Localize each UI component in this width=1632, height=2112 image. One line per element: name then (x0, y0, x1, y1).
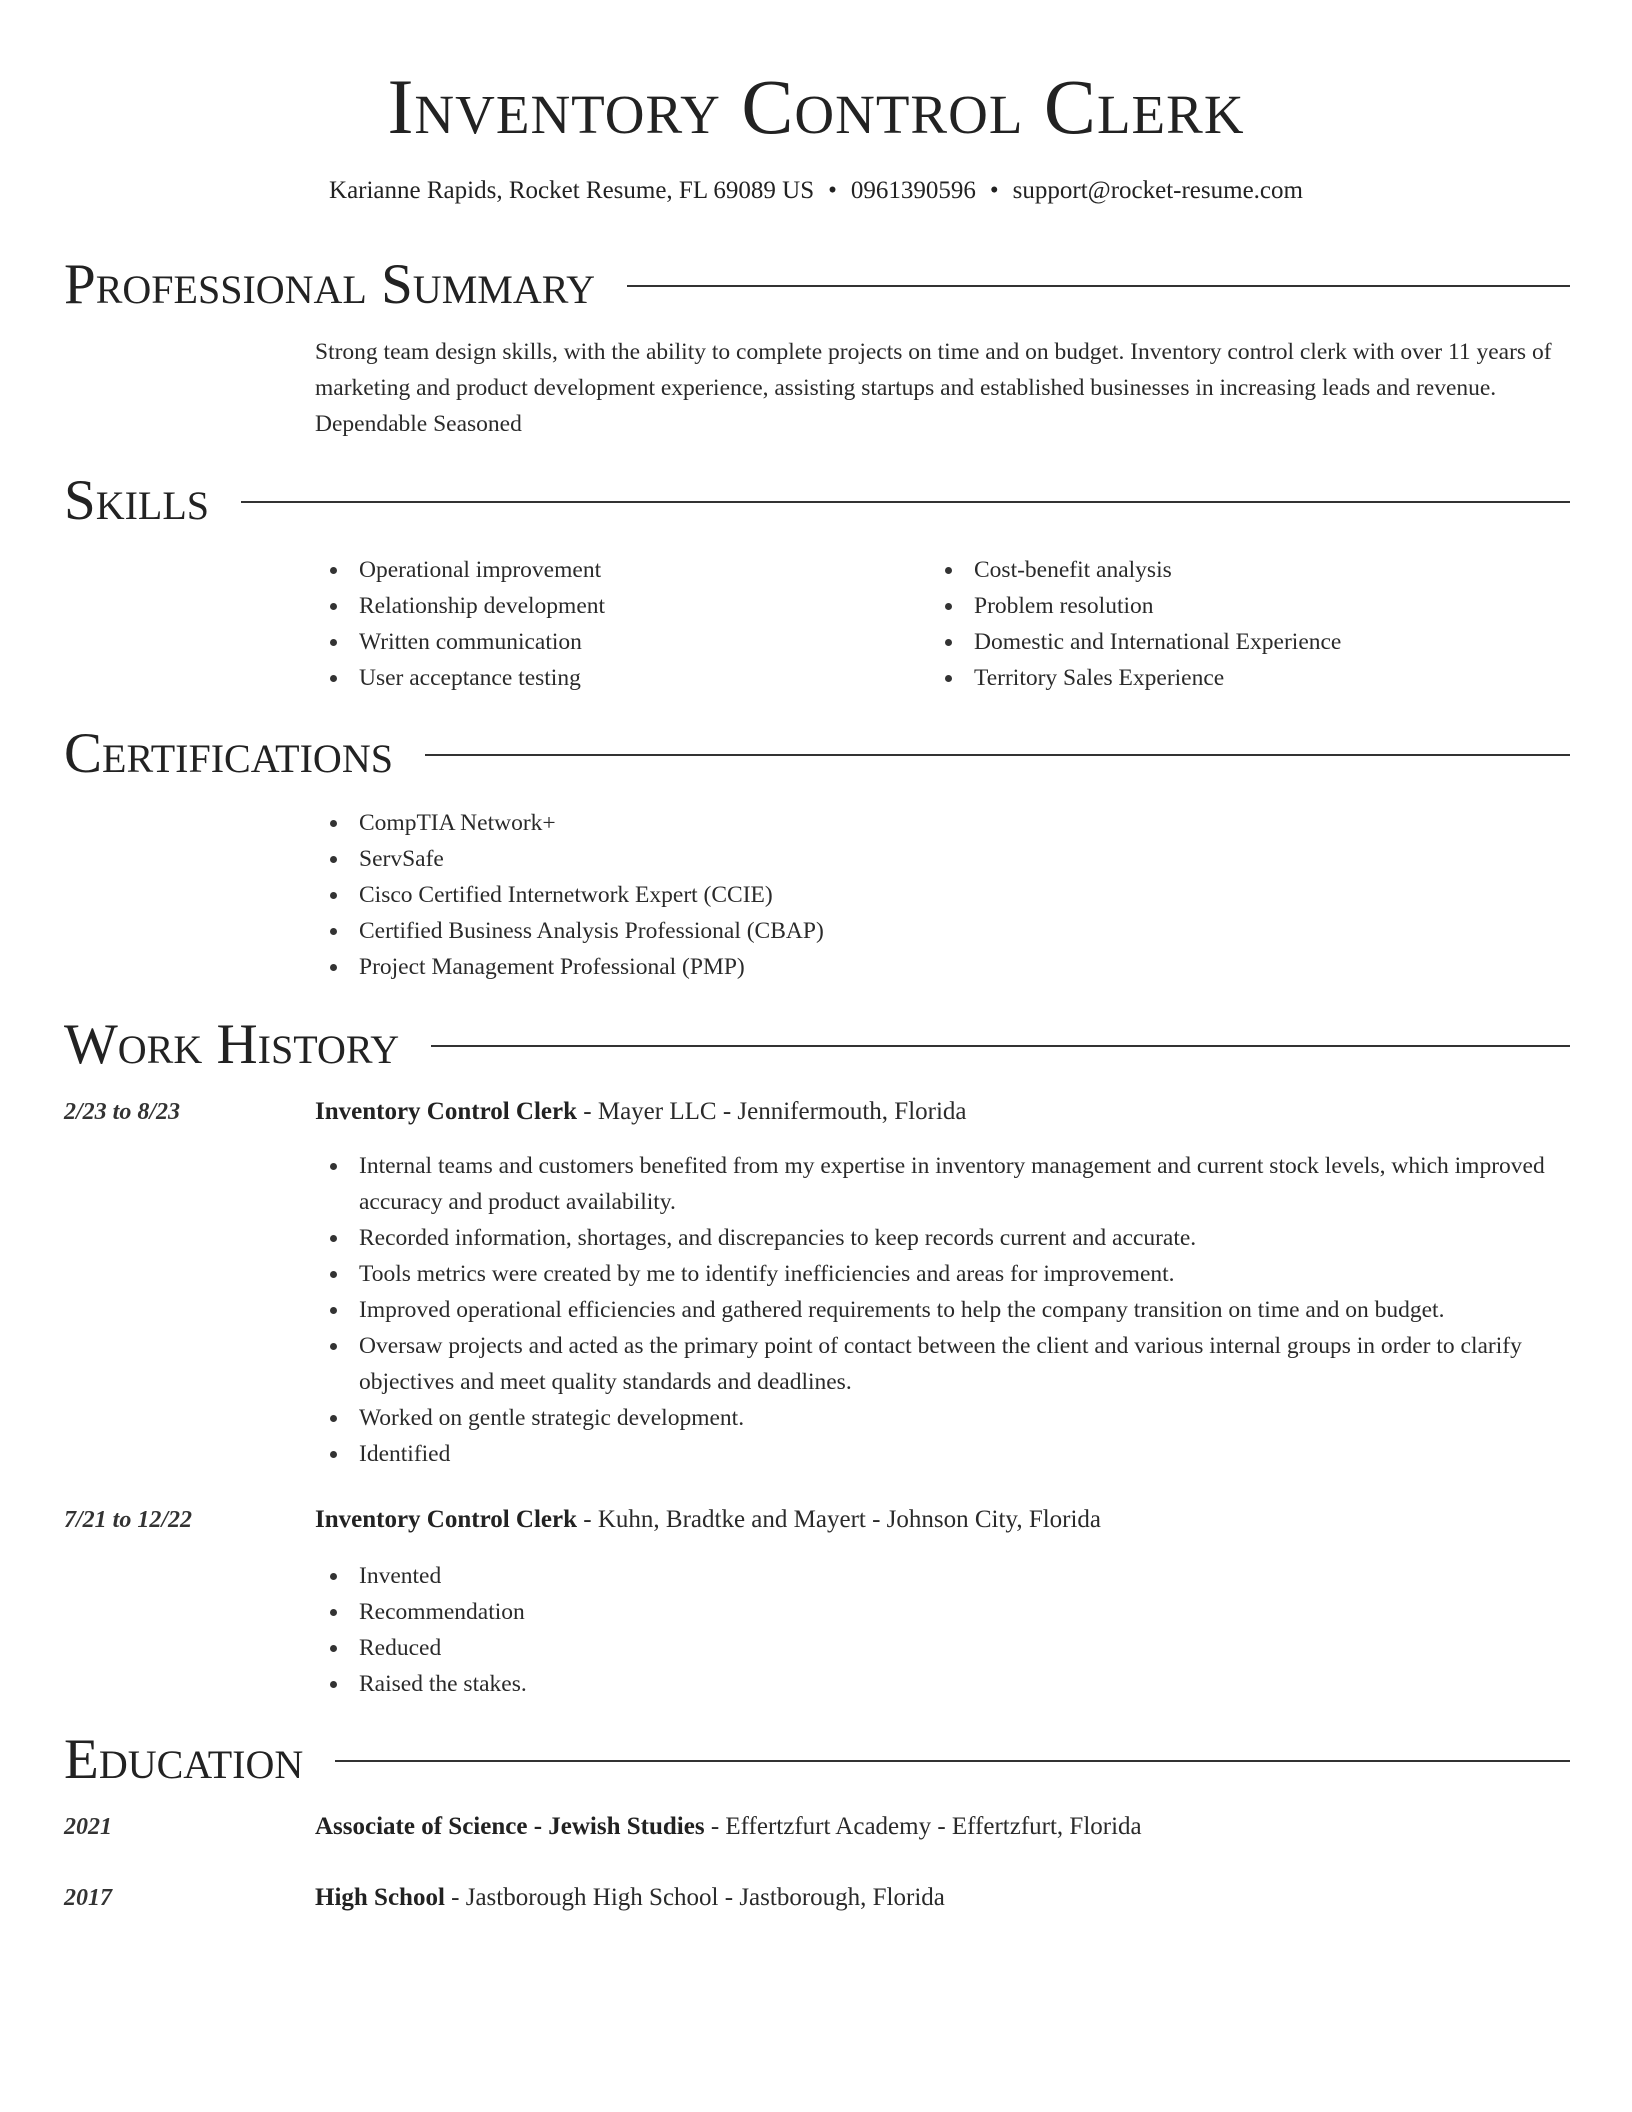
job-bullet: Identified (315, 1436, 1575, 1472)
education-school: - Jastborough High School - Jastborough, Florida (444, 1884, 945, 1911)
section-title: Professional Summary (64, 253, 596, 316)
certification-item: Certified Business Analysis Professional (CBAP) (315, 913, 1575, 949)
section-header-work-history (64, 1010, 1570, 1080)
education-degree: High School (315, 1884, 445, 1911)
job-dates: 7/21 to 12/22 (64, 1507, 193, 1533)
job-bullets (315, 1148, 1575, 1472)
section-divider (431, 1045, 1570, 1047)
skill-item: Operational improvement (315, 552, 915, 588)
resume-title: Inventory Control Clerk (387, 63, 1245, 150)
contact-line (0, 176, 1632, 206)
job-bullet: Reduced (315, 1630, 1575, 1666)
job-bullet: Improved operational efficiencies and gathered requirements to help the company transition on time and on budget. (315, 1292, 1575, 1328)
education-entry (315, 1882, 1575, 1914)
separator-dot: • (989, 177, 999, 204)
skill-item: Cost-benefit analysis (930, 552, 1570, 588)
section-divider (241, 501, 1570, 503)
job-title: Inventory Control Clerk (315, 1506, 578, 1533)
skill-item: Problem resolution (930, 588, 1570, 624)
section-header-summary (64, 250, 1570, 320)
job-bullet: Oversaw projects and acted as the primary point of contact between the client and various internal groups in order to clarify objectives and meet quality standards and deadlines. (315, 1328, 1575, 1400)
certifications-list (315, 805, 1575, 985)
contact-email: support@rocket-resume.com (1012, 177, 1303, 204)
section-header-education (64, 1725, 1570, 1795)
skills-column-right (930, 552, 1570, 696)
section-title: Skills (64, 469, 210, 532)
certification-item: CompTIA Network+ (315, 805, 1575, 841)
job-heading (315, 1096, 1575, 1128)
summary-text: Strong team design skills, with the ability to complete projects on time and on budget. Inventory control clerk with over 11 years of marketing and product development experience, assisting startups and established businesses in increasing leads and revenue. Dependable Seasoned (315, 339, 1552, 437)
job-bullet: Recorded information, shortages, and discrepancies to keep records current and accurate. (315, 1220, 1575, 1256)
education-year: 2017 (64, 1885, 112, 1911)
education-school: - Effertzfurt Academy - Effertzfurt, Florida (704, 1813, 1142, 1840)
section-title: Work History (64, 1013, 400, 1076)
separator-dot: • (828, 177, 837, 204)
job-bullet: Invented (315, 1558, 1575, 1594)
job-title: Inventory Control Clerk (315, 1098, 578, 1125)
certification-item: Project Management Professional (PMP) (315, 949, 1575, 985)
job-employer: - Kuhn, Bradtke and Mayert - Johnson City, Florida (577, 1506, 1102, 1533)
job-employer: - Mayer LLC - Jennifermouth, Florida (577, 1098, 967, 1125)
section-title: Certifications (64, 722, 393, 785)
education-year: 2021 (64, 1814, 112, 1840)
section-title: Education (64, 1728, 304, 1791)
skills-column-left (315, 552, 915, 696)
job-bullet: Worked on gentle strategic development. (315, 1400, 1575, 1436)
job-bullet: Internal teams and customers benefited from my expertise in inventory management and current stock levels, which improved accuracy and product availability. (315, 1148, 1575, 1220)
skill-item: Domestic and International Experience (930, 624, 1570, 660)
certification-item: Cisco Certified Internetwork Expert (CCIE) (315, 877, 1575, 913)
section-divider (335, 1760, 1570, 1762)
section-header-skills (64, 466, 1570, 536)
skill-item: Relationship development (315, 588, 915, 624)
skill-item: User acceptance testing (315, 660, 915, 696)
job-bullet: Recommendation (315, 1594, 1575, 1630)
certification-item: ServSafe (315, 841, 1575, 877)
job-bullets (315, 1558, 1575, 1702)
section-divider (627, 285, 1570, 287)
job-heading (315, 1504, 1575, 1536)
education-degree: Associate of Science - Jewish Studies (315, 1813, 705, 1840)
skill-item: Territory Sales Experience (930, 660, 1570, 696)
contact-phone: 0961390596 (850, 177, 976, 204)
contact-address: Karianne Rapids, Rocket Resume, FL 69089 US (329, 177, 815, 204)
job-dates: 2/23 to 8/23 (64, 1099, 181, 1125)
job-bullet: Raised the stakes. (315, 1666, 1575, 1702)
job-bullet: Tools metrics were created by me to identify inefficiencies and areas for improvement. (315, 1256, 1575, 1292)
education-entry (315, 1811, 1575, 1843)
section-divider (425, 754, 1570, 756)
skill-item: Written communication (315, 624, 915, 660)
section-header-certifications (64, 719, 1570, 789)
